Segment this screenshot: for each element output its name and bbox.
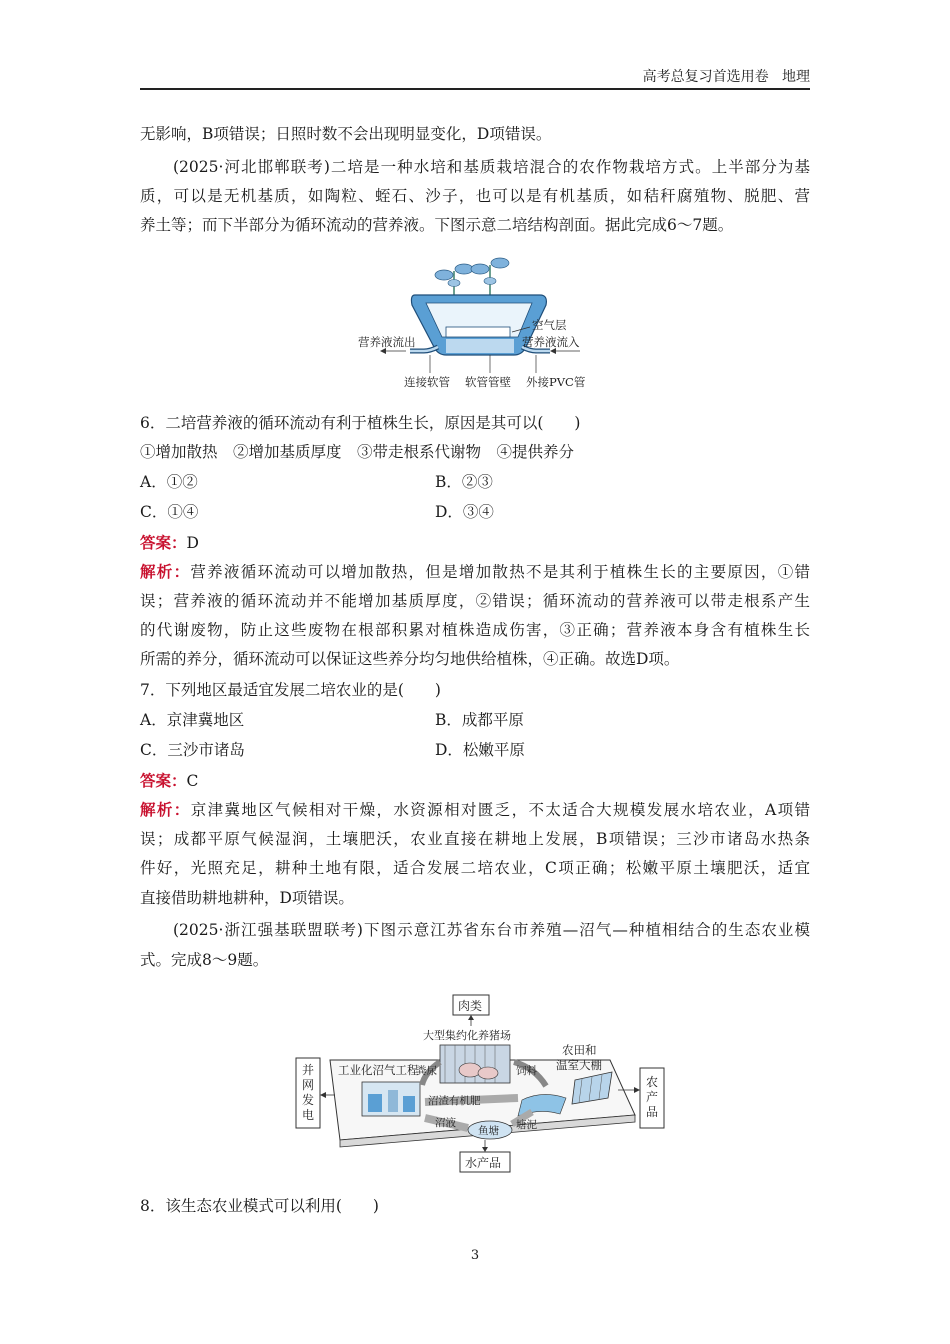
- q6-analysis-label: 解析：: [140, 562, 191, 581]
- q8-stem: 8．该生态农业模式可以利用( ): [140, 1197, 379, 1215]
- page-number: 3: [470, 1248, 480, 1263]
- label-pig-farm: 大型集约化养猪场: [423, 1029, 511, 1042]
- label-hose: 连接软管: [404, 375, 450, 389]
- q6-option-a[interactable]: A．①②: [140, 473, 198, 491]
- passage2-line-2: 式。完成8～9题。: [140, 951, 269, 969]
- q6-analysis-line-4: 所需的养分，循环流动可以保证这些养分均匀地供给植株，④正确。故选D项。: [140, 650, 680, 668]
- q7-analysis-line-3: 件好，光照充足，耕种土地有限，适合发展二培农业，C项正确；松嫩平原土壤肥沃，适宜: [140, 859, 810, 877]
- label-sludge: 塘泥: [516, 1119, 537, 1131]
- pig-farm-building-icon: [440, 1045, 510, 1083]
- q7-stem: 7．下列地区最适宜发展二培农业的是( ): [140, 681, 441, 699]
- q7-analysis-line-4: 直接借助耕地耕种，D项错误。: [140, 889, 354, 907]
- label-biogas: 工业化沼气工程: [338, 1063, 419, 1077]
- q6-analysis-line-3: 的代谢废物，防止这些废物在根部积累对植株造成伤害，③正确；营养液本身含有植株生长: [140, 621, 810, 639]
- label-air-layer: 空气层: [532, 318, 567, 332]
- passage1-line-2: 质，可以是无机基质，如陶粒、蛭石、沙子，也可以是有机基质，如秸秆腐殖物、脱肥、营: [140, 187, 810, 205]
- air-layer-bar: [446, 327, 510, 337]
- passage2-line-1: (2025·浙江强基联盟联考)下图示意江苏省东台市养殖—沼气—种植相结合的生态农业模: [173, 921, 810, 939]
- label-meat: 肉类: [458, 999, 483, 1013]
- page-header: [140, 66, 810, 86]
- q6-option-d[interactable]: D．③④: [435, 503, 494, 521]
- header-subject: 地理: [782, 69, 810, 85]
- q7-option-c[interactable]: C．三沙市诸岛: [140, 741, 245, 759]
- nutrient-solution: [446, 339, 514, 353]
- label-produce: 农产品: [646, 1075, 659, 1119]
- figure-erpei-cross-section: [350, 255, 610, 395]
- q6-answer: [140, 533, 810, 553]
- label-aquatic: 水产品: [465, 1156, 502, 1170]
- q7-option-d[interactable]: D．松嫩平原: [435, 741, 525, 759]
- label-slurry: 沼液: [435, 1117, 456, 1129]
- label-manure: 粪尿: [416, 1065, 437, 1077]
- header-title: 高考总复习首选用卷: [642, 69, 769, 85]
- q6-option-b[interactable]: B．②③: [435, 473, 493, 491]
- q6-answer-value: D: [186, 534, 199, 552]
- label-pond: 鱼塘: [478, 1125, 499, 1137]
- biogas-plant-icon: [362, 1082, 420, 1116]
- label-outflow: 营养液流出: [358, 335, 416, 349]
- label-pvc: 外接PVC管: [526, 375, 586, 389]
- q7-option-a[interactable]: A．京津冀地区: [140, 711, 245, 729]
- plant-right-icon: [471, 258, 509, 297]
- q6-stem: 6．二培营养液的循环流动有利于植株生长，原因是其可以( ): [140, 414, 581, 432]
- label-inflow: 营养液流入: [522, 335, 580, 349]
- label-grid: 并网发电: [302, 1063, 315, 1122]
- q7-analysis-label: 解析：: [140, 800, 191, 819]
- q7-option-b[interactable]: B．成都平原: [435, 711, 524, 729]
- passage1-line-3: 养土等；而下半部分为循环流动的营养液。下图示意二培结构剖面。据此完成6～7题。: [140, 216, 734, 234]
- q6-option-c[interactable]: C．①④: [140, 503, 199, 521]
- label-farmland-2: 温室大棚: [556, 1058, 602, 1072]
- q7-answer: [140, 771, 810, 791]
- label-residue: 沼渣有机肥: [428, 1095, 481, 1107]
- label-feed: 饲料: [516, 1065, 537, 1077]
- q6-analysis-line-2: 误；营养液的循环流动并不能增加基质厚度，②错误；循环流动的营养液可以带走根系产生: [140, 592, 810, 610]
- figure-eco-agriculture-model: [290, 990, 670, 1175]
- passage1-line-1: (2025·河北邯郸联考)二培是一种水培和基质栽培混合的农作物栽培方式。上半部分为基: [173, 158, 810, 176]
- label-hose-wall: 软管管壁: [465, 375, 511, 389]
- plant-left-icon: [435, 264, 473, 297]
- q6-analysis-line-1: 解析：营养液循环流动可以增加散热，但是增加散热不是其利于植株生长的主要原因，①错: [140, 562, 810, 581]
- header-rule: [140, 88, 810, 90]
- label-farmland-1: 农田和: [562, 1043, 597, 1057]
- q6-choices: ①增加散热 ②增加基质厚度 ③带走根系代谢物 ④提供养分: [140, 443, 575, 461]
- intro-tail: 无影响，B项错误；日照时数不会出现明显变化，D项错误。: [140, 125, 552, 143]
- q6-answer-label: 答案：: [140, 533, 187, 552]
- q7-analysis-line-2: 误；成都平原气候湿润，土壤肥沃，农业直接在耕地上发展，B项错误；三沙市诸岛水热条: [140, 830, 810, 848]
- q7-answer-label: 答案：: [140, 771, 187, 790]
- q7-analysis-line-1: 解析：京津冀地区气候相对干燥，水资源相对匮乏，不太适合大规模发展水培农业，A项错: [140, 800, 810, 819]
- q7-answer-value: C: [186, 772, 199, 790]
